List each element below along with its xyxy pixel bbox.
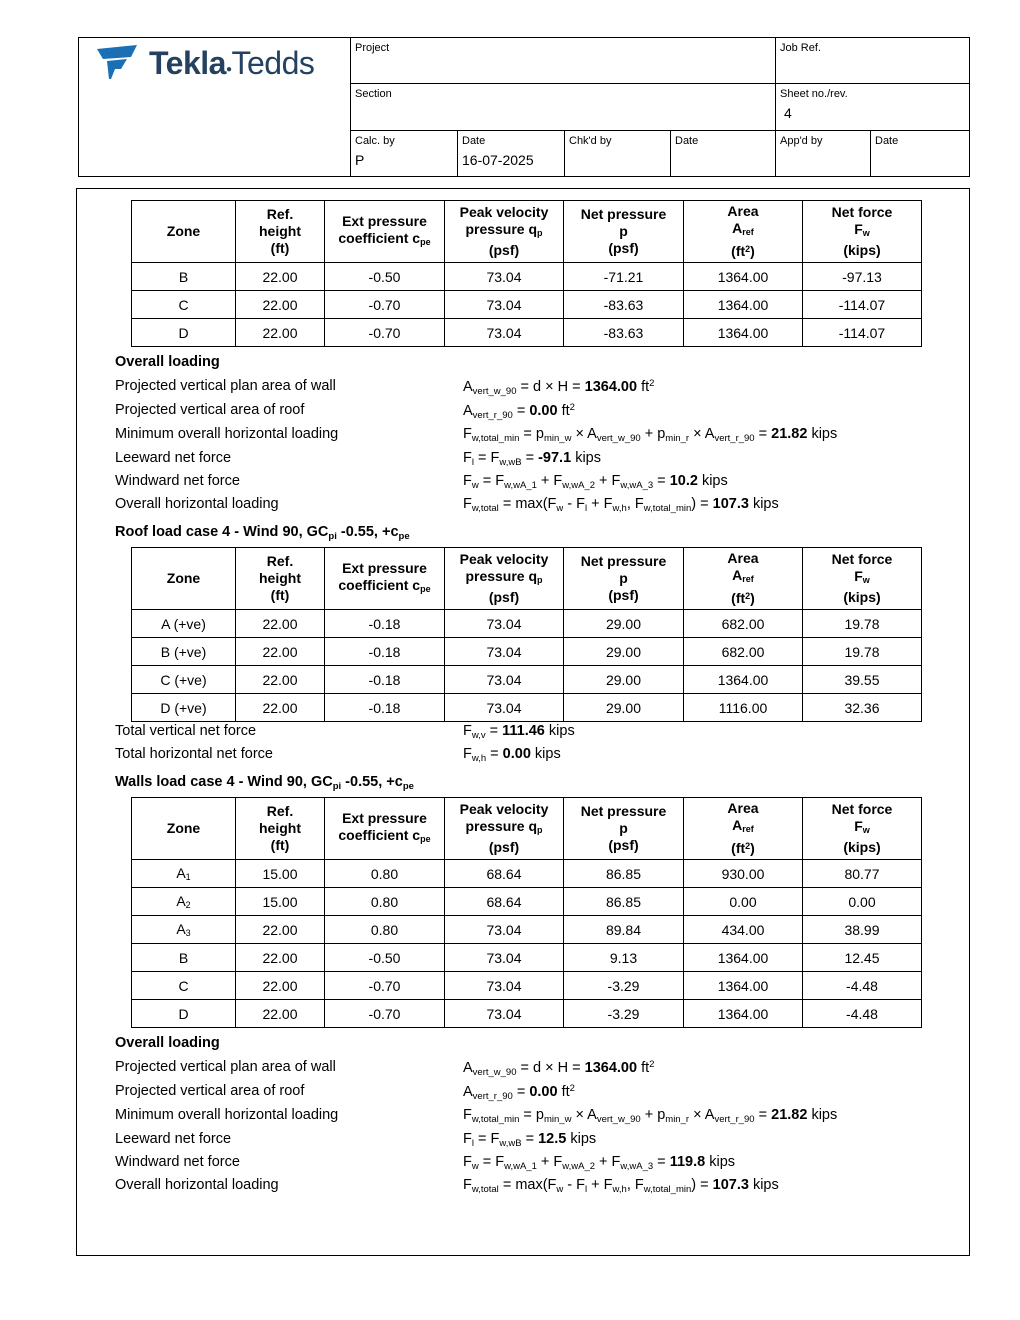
cell-net-force: 38.99	[803, 916, 922, 944]
cell-cpe: 0.80	[325, 888, 445, 916]
cell-cpe: 0.80	[325, 916, 445, 944]
col-net-pressure: Net pressure p (psf)	[564, 798, 684, 860]
logo-cell	[79, 38, 351, 176]
sheet-cell: Sheet no./rev. 4	[776, 84, 969, 131]
cell-zone: B	[132, 263, 236, 291]
table-row	[132, 694, 922, 722]
cell-ref-height: 15.00	[236, 860, 325, 888]
cell-net-pressure: -3.29	[564, 972, 684, 1000]
cell-net-pressure: -83.63	[564, 319, 684, 347]
cell-area: 1364.00	[684, 944, 803, 972]
cell-qp: 73.04	[445, 666, 564, 694]
chkd-date-cell: Date	[671, 131, 776, 176]
cell-net-force: -114.07	[803, 291, 922, 319]
col-peak-velocity: Peak velocity pressure $q_p$ (psf)	[445, 201, 564, 263]
chkdby-cell: Chk'd by	[565, 131, 671, 176]
col-zone: Zone	[132, 548, 236, 610]
cell-net-force: -114.07	[803, 319, 922, 347]
cell-net-pressure: 29.00	[564, 694, 684, 722]
cell-net-force: -97.13	[803, 263, 922, 291]
col-peak-velocity: Peak velocity pressure $q_p$ (psf)	[445, 548, 564, 610]
logo-wordmark: Tekla●Tedds	[149, 44, 315, 81]
cell-qp: 68.64	[445, 860, 564, 888]
col-net-force: Net force $F_w$ (kips)	[803, 548, 922, 610]
jobref-cell: Job Ref.	[776, 38, 969, 84]
cell-net-pressure: -3.29	[564, 1000, 684, 1028]
cell-cpe: -0.18	[325, 638, 445, 666]
col-peak-velocity: Peak velocity pressure $q_p$ (psf)	[445, 798, 564, 860]
cell-zone: $A_1$	[132, 860, 236, 888]
table-header-row	[132, 798, 922, 860]
cell-cpe: -0.18	[325, 666, 445, 694]
walls4-table	[131, 797, 922, 1028]
table-row	[132, 638, 922, 666]
calc-sheet-body: Zone Ref. height (ft) Ext pressure coefficient $c_{pe}$ Peak velocity pressure $q_p$ (psf) Net pressure p (psf) Area $A_{ref}$ $(ft^2)$ Net force $F_w$ (kips) B 22.00 -0.50 73.04 -71.21 1364.00 -97.13 C 22.00 -0.70 73.04 -83.63 1364.00 -114.07 D 22.00 -0.70 73.04 -83.63 1364.00 -114.07 Overall loading Projected vertical plan area of wall $A_{vert\_w\_90} = d \times H = 1364.00$ $ft^2$ Projected vertical area of roof $A_{vert\_r\_90} = 0.00$ $ft^2$ Minimum overall horizontal loading $F_{w,total\_min} = p_{min\_w} \times A_{vert\_w\_90} + p_{min\_r} \times A_{vert\_r\_90} = 21.82$ kips Leeward net force $F_l = F_{w,wB} = -97.1$ kips Windward net force $F_w = F_{w,wA\_1} + F_{w,wA\_2} + F_{w,wA\_3} = 10.2$ kips Overall horizontal loading $F_{w,total} = \max(F_w - F_l + F_{w,h}$, $F_{w,total\_min}) = 107.3$ kips Roof load case 4 - Wind 90, $GC_{pi}$ -0.55, $+c_{pe}$ Zone Ref. height (ft) Ext pressure coefficient $c_{pe}$ Peak velocity pressure $q_p$ (psf) Net pressure p (psf) Area $A_{ref}$ $(ft^2)$ Net force $F_w$ (kips) A (+ve) 22.00 -0.18 73.04 29.00 682.00 19.78 B (+ve) 22.00 -0.18 73.04 29.00 682.00 19.78 C (+ve) 22.00 -0.18 73.04 29.00 1364.00 39.55 D (+ve) 22.00 -0.18 73.04 29.00 1116.00 32.36 Total vertical net force $F_{w,v} = 111.46$ kips Total horizontal net force $F_{w,h} = 0.00$ kips Walls load case 4 - Wind 90, $GC_{pi}$ -0.55, $+c_{pe}$ Zone Ref. height (ft) Ext pressure coefficient $c_{pe}$ Peak velocity pressure $q_p$ (psf) Net pressure p (psf) Area $A_{ref}$ $(ft^2)$ Net force $F_w$ (kips) $A_1$ 15.00 0.80 68.64 86.85 930.00 80.77 $A_2$ 15.00 0.80 68.64 86.85 0.00 0.00 $A_3$ 22.00 0.80 73.04 89.84 434.00 38.99 B 22.00 -0.50 73.04 9.13 1364.00 12.45 C 22.00 -0.70 73.04 -3.29 1364.00 -4.48 D 22.00 -0.70 73.04 -3.29 1364.00 -4.48 Overall loading Projected vertical plan area of wall $A_{vert\_w\_90} = d \times H = 1364.00$ $ft^2$ Projected vertical area of roof $A_{vert\_r\_90} = 0.00$ $ft^2$ Minimum overall horizontal loading $F_{w,total\_min} = p_{min\_w} \times A_{vert\_w\_90} + p_{min\_r} \times A_{vert\_r\_90} = 21.82$ kips Leeward net force $F_l = F_{w,wB} = 12.5$ kips Windward net force $F_w = F_{w,wA\_1} + F_{w,wA\_2} + F_{w,wA\_3} = 119.8$ kips Overall horizontal loading $F_{w,total} = \max(F_w - F_l + F_{w,h}$, $F_{w,total\_min}) = 107.3$ kips	[76, 188, 970, 1256]
cell-net-pressure: 29.00	[564, 666, 684, 694]
table-row	[132, 916, 922, 944]
cell-area: 1364.00	[684, 291, 803, 319]
cell-cpe: -0.50	[325, 263, 445, 291]
col-net-pressure: Net pressure p (psf)	[564, 548, 684, 610]
table-row	[132, 944, 922, 972]
cell-net-pressure: 86.85	[564, 860, 684, 888]
walls4-table-body	[132, 860, 922, 1028]
cell-area: 1364.00	[684, 263, 803, 291]
col-net-force: Net force $F_w$ (kips)	[803, 201, 922, 263]
table-row	[132, 888, 922, 916]
cell-area: 0.00	[684, 888, 803, 916]
cell-qp: 73.04	[445, 916, 564, 944]
cell-zone: C	[132, 972, 236, 1000]
cell-net-pressure: 89.84	[564, 916, 684, 944]
cell-zone: $A_2$	[132, 888, 236, 916]
cell-ref-height: 22.00	[236, 944, 325, 972]
col-ref-height: Ref. height (ft)	[236, 201, 325, 263]
calcby-cell: Calc. by P	[351, 131, 458, 176]
cell-cpe: -0.50	[325, 944, 445, 972]
title-block	[78, 37, 970, 177]
roof4-title: Roof load case 4 - Wind 90, $GC_{pi}$ -0.55, $+c_{pe}$	[115, 524, 410, 542]
cell-zone: D	[132, 319, 236, 347]
cell-qp: 73.04	[445, 638, 564, 666]
cell-zone: A (+ve)	[132, 610, 236, 638]
cell-net-pressure: 29.00	[564, 610, 684, 638]
cell-net-pressure: -71.21	[564, 263, 684, 291]
cell-qp: 73.04	[445, 694, 564, 722]
cell-zone: B	[132, 944, 236, 972]
cell-area: 930.00	[684, 860, 803, 888]
cell-area: 1364.00	[684, 1000, 803, 1028]
overall1-title: Overall loading	[115, 354, 220, 370]
cell-area: 1116.00	[684, 694, 803, 722]
cell-ref-height: 22.00	[236, 263, 325, 291]
col-net-force: Net force $F_w$ (kips)	[803, 798, 922, 860]
cell-cpe: 0.80	[325, 860, 445, 888]
cell-net-pressure: -83.63	[564, 291, 684, 319]
cell-cpe: -0.70	[325, 1000, 445, 1028]
cell-qp: 73.04	[445, 263, 564, 291]
cell-zone: B (+ve)	[132, 638, 236, 666]
cell-cpe: -0.70	[325, 291, 445, 319]
appd-date-cell: Date	[875, 135, 899, 147]
col-zone: Zone	[132, 201, 236, 263]
date-cell: Date 16-07-2025	[458, 131, 565, 176]
cell-net-force: 19.78	[803, 610, 922, 638]
table-row	[132, 1000, 922, 1028]
table-header-row	[132, 548, 922, 610]
cell-qp: 73.04	[445, 1000, 564, 1028]
walls4-title: Walls load case 4 - Wind 90, $GC_{pi}$ -0.55, $+c_{pe}$	[115, 774, 414, 792]
cell-net-force: -4.48	[803, 1000, 922, 1028]
table-row	[132, 263, 922, 291]
cell-cpe: -0.18	[325, 610, 445, 638]
cell-net-force: -4.48	[803, 972, 922, 1000]
cell-zone: D (+ve)	[132, 694, 236, 722]
cell-cpe: -0.70	[325, 319, 445, 347]
col-area: Area $A_{ref}$ $(ft^2)$	[684, 798, 803, 860]
col-ext-pressure: Ext pressure coefficient $c_{pe}$	[325, 548, 445, 610]
roof4-table	[131, 547, 922, 722]
cell-ref-height: 22.00	[236, 1000, 325, 1028]
col-ext-pressure: Ext pressure coefficient $c_{pe}$	[325, 798, 445, 860]
cell-ref-height: 22.00	[236, 291, 325, 319]
cell-area: 434.00	[684, 916, 803, 944]
roof4-table-body	[132, 610, 922, 722]
cell-net-pressure: 86.85	[564, 888, 684, 916]
cell-net-force: 32.36	[803, 694, 922, 722]
cell-net-pressure: 9.13	[564, 944, 684, 972]
cell-qp: 73.04	[445, 291, 564, 319]
cell-qp: 73.04	[445, 972, 564, 1000]
cell-ref-height: 22.00	[236, 972, 325, 1000]
cell-qp: 68.64	[445, 888, 564, 916]
table-row	[132, 972, 922, 1000]
cell-cpe: -0.18	[325, 694, 445, 722]
cell-zone: C	[132, 291, 236, 319]
cell-ref-height: 22.00	[236, 666, 325, 694]
project-cell: Project	[351, 38, 776, 84]
cell-net-force: 0.00	[803, 888, 922, 916]
cell-area: 1364.00	[684, 666, 803, 694]
table-row	[132, 666, 922, 694]
table-row	[132, 319, 922, 347]
cell-qp: 73.04	[445, 610, 564, 638]
cell-qp: 73.04	[445, 319, 564, 347]
col-ext-pressure: Ext pressure coefficient $c_{pe}$	[325, 201, 445, 263]
cell-net-pressure: 29.00	[564, 638, 684, 666]
table-row	[132, 610, 922, 638]
cell-zone: C (+ve)	[132, 666, 236, 694]
cell-area: 682.00	[684, 610, 803, 638]
col-ref-height: Ref. height (ft)	[236, 798, 325, 860]
section-cell: Section	[351, 84, 776, 131]
cell-cpe: -0.70	[325, 972, 445, 1000]
cell-ref-height: 22.00	[236, 916, 325, 944]
cell-net-force: 80.77	[803, 860, 922, 888]
cell-net-force: 39.55	[803, 666, 922, 694]
col-zone: Zone	[132, 798, 236, 860]
col-area: Area $A_{ref}$ $(ft^2)$	[684, 548, 803, 610]
tekla-tedds-logo	[97, 43, 337, 83]
tekla-mark-icon	[97, 45, 139, 81]
cell-zone: $A_3$	[132, 916, 236, 944]
cell-ref-height: 22.00	[236, 694, 325, 722]
col-ref-height: Ref. height (ft)	[236, 548, 325, 610]
table-header-row	[132, 201, 922, 263]
table-row	[132, 860, 922, 888]
cell-net-force: 19.78	[803, 638, 922, 666]
cell-ref-height: 22.00	[236, 638, 325, 666]
cell-area: 1364.00	[684, 319, 803, 347]
col-net-pressure: Net pressure p (psf)	[564, 201, 684, 263]
walls-table-prev-body	[132, 263, 922, 347]
cell-zone: D	[132, 1000, 236, 1028]
cell-ref-height: 22.00	[236, 319, 325, 347]
cell-net-force: 12.45	[803, 944, 922, 972]
appdby-cell: App'd by	[776, 131, 871, 176]
cell-area: 1364.00	[684, 972, 803, 1000]
col-area: Area $A_{ref}$ $(ft^2)$	[684, 201, 803, 263]
overall2-title: Overall loading	[115, 1035, 220, 1051]
cell-ref-height: 15.00	[236, 888, 325, 916]
cell-qp: 73.04	[445, 944, 564, 972]
table-row	[132, 291, 922, 319]
cell-ref-height: 22.00	[236, 610, 325, 638]
cell-area: 682.00	[684, 638, 803, 666]
walls-table-prev	[131, 200, 922, 347]
